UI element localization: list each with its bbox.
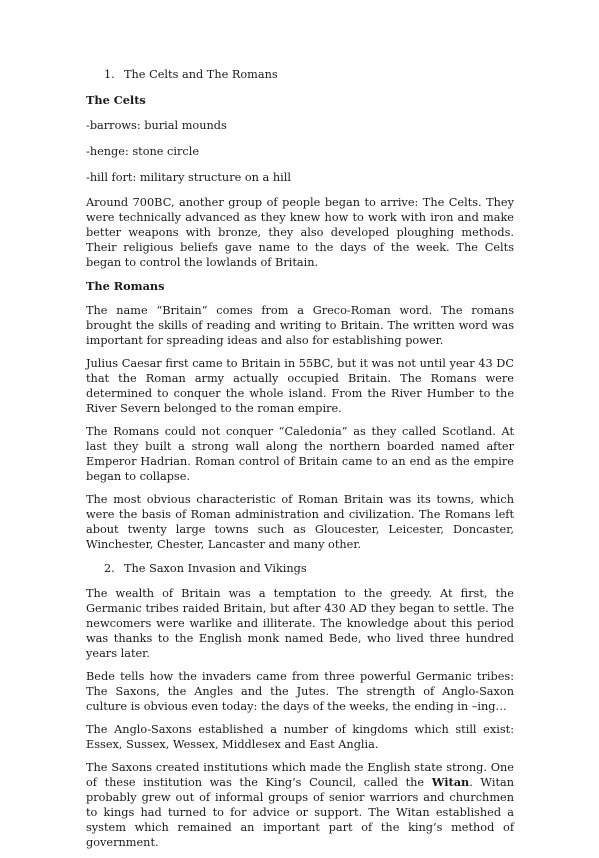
term-henge: -henge: stone circle — [86, 145, 200, 158]
section-heading-saxon-invasion — [104, 560, 514, 577]
subheading-romans: The Romans — [86, 279, 165, 293]
paragraph-bede: Bede tells how the invaders came from three powerful Germanic tribes: The Saxons, the Angles and the Jutes. The strength of Anglo-Saxon culture is obvious even today: the days of the weeks, the ending in –ing… — [86, 670, 514, 713]
witan-text-before: The Saxons created institutions which made the English state strong. One of these institution was the King’s Council, called the — [86, 761, 514, 789]
paragraph-witan — [86, 760, 514, 850]
term-hill-fort: -hill fort: military structure on a hill — [86, 171, 291, 184]
paragraph-wealth-of-britain: The wealth of Britain was a temptation to the greedy. At first, the Germanic tribes raided Britain, but after 430 AD they began to settle. The newcomers were warlike and illiterate. The knowledge about this period was thanks to the English monk named Bede, who lived three hundred years later. — [86, 587, 514, 660]
paragraph-celts: Around 700BC, another group of people began to arrive: The Celts. They were technically advanced as they knew how to work with iron and make better weapons with bronze, they also developed ploughing methods. Their religious beliefs gave name to the days of the week. The Celts began to control the lowlands of Britain. — [86, 196, 514, 269]
list-number: 1. — [104, 68, 115, 81]
paragraph-caledonia: The Romans could not conquer “Caledonia” as they called Scotland. At last they built a strong wall along the northern boarded named after Emperor Hadrian. Roman control of Britain came to an end as the empire began to collapse. — [86, 425, 514, 483]
paragraph-romans-name: The name “Britain” comes from a Greco-Roman word. The romans brought the skills of reading and writing to Britain. The written word was important for spreading ideas and also for establishing power. — [86, 304, 514, 347]
subheading-celts: The Celts — [86, 93, 146, 107]
paragraph-julius-caesar: Julius Caesar first came to Britain in 55BC, but it was not until year 43 DC that the Roman army actually occupied Britain. The Romans were determined to conquer the whole island. From the River Humber to the River Severn belonged to the roman empire. — [86, 357, 514, 415]
term-barrows: -barrows: burial mounds — [86, 119, 227, 132]
paragraph-roman-towns: The most obvious characteristic of Roman Britain was its towns, which were the basis of Roman administration and civilization. The Romans left about twenty large towns such as Gloucester, Leicester, Doncaster, Winchester, Chester, Lancaster and many other. — [86, 493, 514, 551]
witan-text-after: . Witan probably grew out of informal groups of senior warriors and churchmen to kings had turned to for advice or support. The Witan established a system which remained an important part of the king’s method of government. — [86, 776, 514, 849]
paragraph-anglo-saxon-kingdoms: The Anglo-Saxons established a number of kingdoms which still exist: Essex, Sussex, Wessex, Middlesex and East Anglia. — [86, 723, 514, 751]
list-number: 2. — [104, 562, 115, 575]
section-heading-celts-and-romans — [104, 66, 514, 83]
document-body — [86, 66, 514, 858]
section-title: The Saxon Invasion and Vikings — [124, 562, 307, 575]
section-title: The Celts and The Romans — [124, 68, 278, 81]
witan-term: Witan — [431, 775, 470, 789]
